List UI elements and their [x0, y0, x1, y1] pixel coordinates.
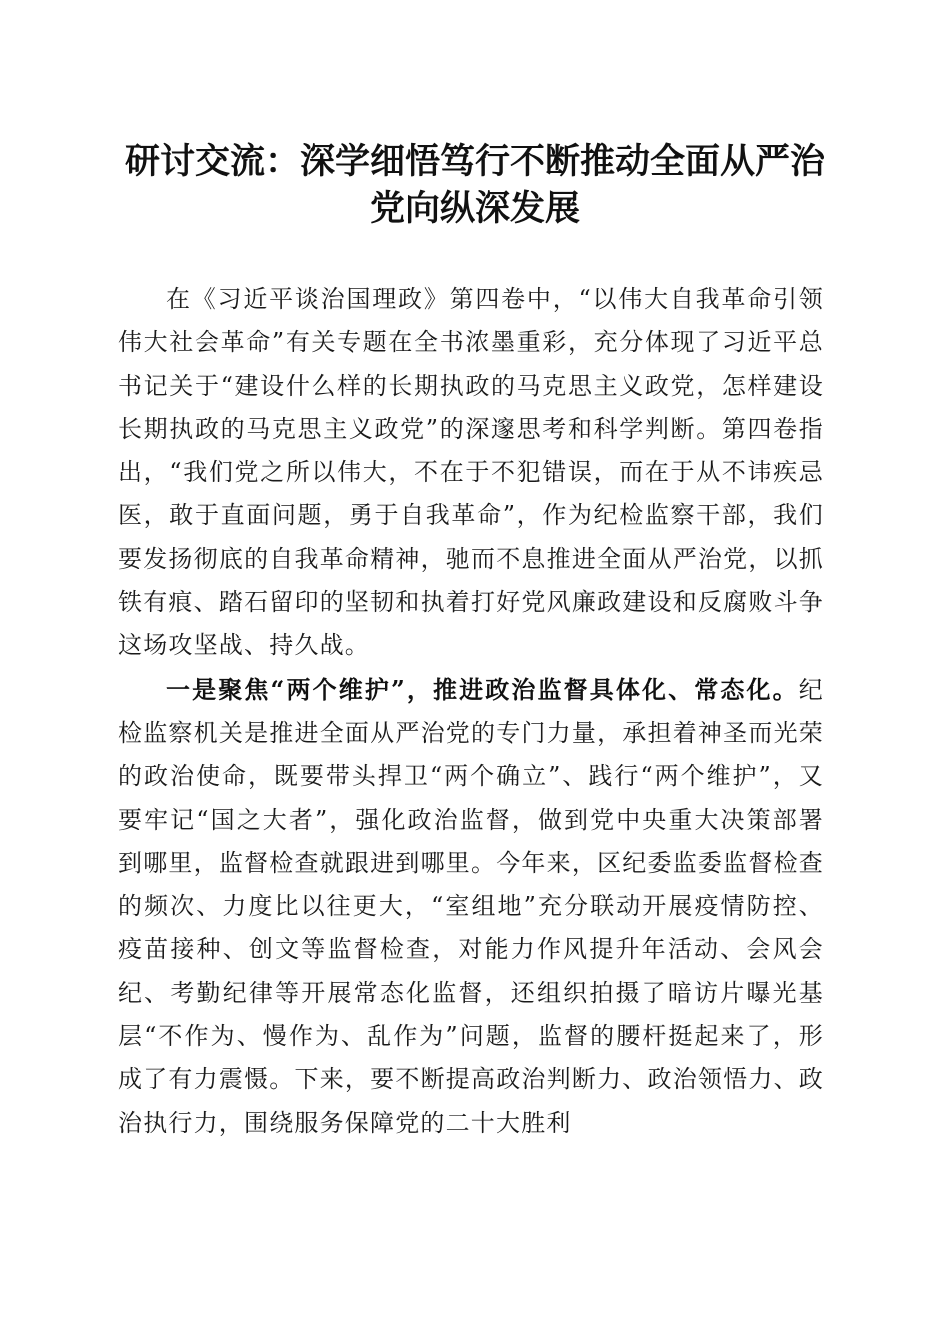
- document-title: [100, 138, 850, 232]
- paragraph-2: [118, 668, 824, 1145]
- title-line-2: 党向纵深发展: [369, 188, 580, 229]
- paragraph-2-text: 纪检监察机关是推进全面从严治党的专门力量，承担着神圣而光荣的政治使命，既要带头捍卫“两个确立”、践行“两个维护”，又要牢记“国之大者”，强化政治监督，做到党中央重大决策部署到哪里，监督检查就跟进到哪里。今年来，区纪委监委监督检查的频次、力度比以往更大，“室组地”充分联动开展疫情防控、疫苗接种、创文等监督检查，对能力作风提升年活动、会风会纪、考勤纪律等开展常态化监督，还组织拍摄了暗访片曝光基层“不作为、慢作为、乱作为”问题，监督的腰杆挺起来了，形成了有力震慑。下来，要不断提高政治判断力、政治领悟力、政治执行力，围绕服务保障党的二十大胜利: [118, 675, 824, 1137]
- document-body: [118, 278, 824, 1145]
- paragraph-2-lead: 一是聚焦“两个维护”，推进政治监督具体化、常态化。: [166, 674, 799, 704]
- title-line-1: 研讨交流：深学细悟笃行不断推动全面从严治: [124, 141, 825, 182]
- paragraph-1: [118, 278, 824, 668]
- paragraph-1-text: 在《习近平谈治国理政》第四卷中，“以伟大自我革命引领伟大社会革命”有关专题在全书浓墨重彩，充分体现了习近平总书记关于“建设什么样的长期执政的马克思主义政党，怎样建设长期执政的马克思主义政党”的深邃思考和科学判断。第四卷指出，“我们党之所以伟大，不在于不犯错误，而在于从不讳疾忌医，敢于直面问题，勇于自我革命”，作为纪检监察干部，我们要发扬彻底的自我革命精神，驰而不息推进全面从严治党，以抓铁有痕、踏石留印的坚韧和执着打好党风廉政建设和反腐败斗争这场攻坚战、持久战。: [118, 285, 824, 660]
